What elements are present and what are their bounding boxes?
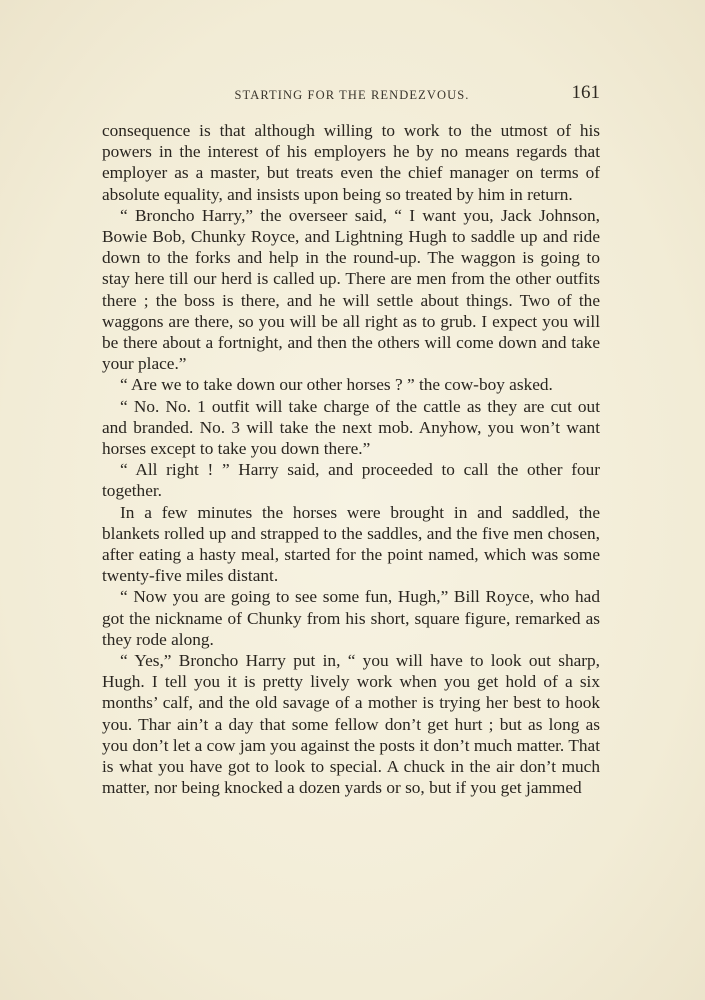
page-number: 161 — [571, 82, 600, 103]
running-head: STARTING FOR THE RENDEZVOUS. — [234, 88, 470, 102]
paragraph: “ Yes,” Broncho Harry put in, “ you will have to look out sharp, Hugh. I tell you it is pretty lively work when you get hold of a six months’ calf, and the old savage of a mother is trying her best to hook you. Thar ain’t a day that some fellow don’t get hurt ; but as long as you don’t let a cow jam you against the posts it don’t much matter. That is what you have got to look to special. A chuck in the air don’t much matter, nor being knocked a dozen yards or so, but if you get jammed — [102, 651, 600, 798]
paragraph: In a few minutes the horses were brought in and saddled, the blankets rolled up and strapped to the saddles, and the five men chosen, after eating a hasty meal, started for the point named, which was some twenty-five miles distant. — [102, 502, 600, 586]
paragraph-continued: consequence is that although willing to work to the utmost of his powers in the interest of his employers he by no means regards that employer as a master, but treats even the chief manager on terms of absolute equality, and insists upon being so treated by him in return. — [102, 121, 600, 204]
body-text — [102, 120, 600, 799]
page-header — [102, 82, 602, 112]
paragraph: “ Now you are going to see some fun, Hugh,” Bill Royce, who had got the nickname of Chunky from his short, square figure, remarked as they rode along. — [102, 587, 600, 649]
paragraph: “ No. No. 1 outfit will take charge of the cattle as they are cut out and branded. No. 3 will take the next mob. Anyhow, you won’t want horses except to take you down there.” — [102, 396, 600, 459]
paragraph: “ Are we to take down our other horses ? ” the cow-boy asked. — [120, 375, 553, 395]
paragraph: “ Broncho Harry,” the overseer said, “ I want you, Jack Johnson, Bowie Bob, Chunky Royce, and Lightning Hugh to saddle up and ride down to the forks and help in the round-up. The waggon is going to stay here till our herd is called up. There are men from the other outfits there ; the boss is there, and he will settle about things. Two of the waggons are there, so you will be all right as to grub. I expect you will be there about a fortnight, and then the others will come down and take your place.” — [102, 205, 600, 374]
paragraph: “ All right ! ” Harry said, and proceeded to call the other four together. — [102, 460, 600, 501]
